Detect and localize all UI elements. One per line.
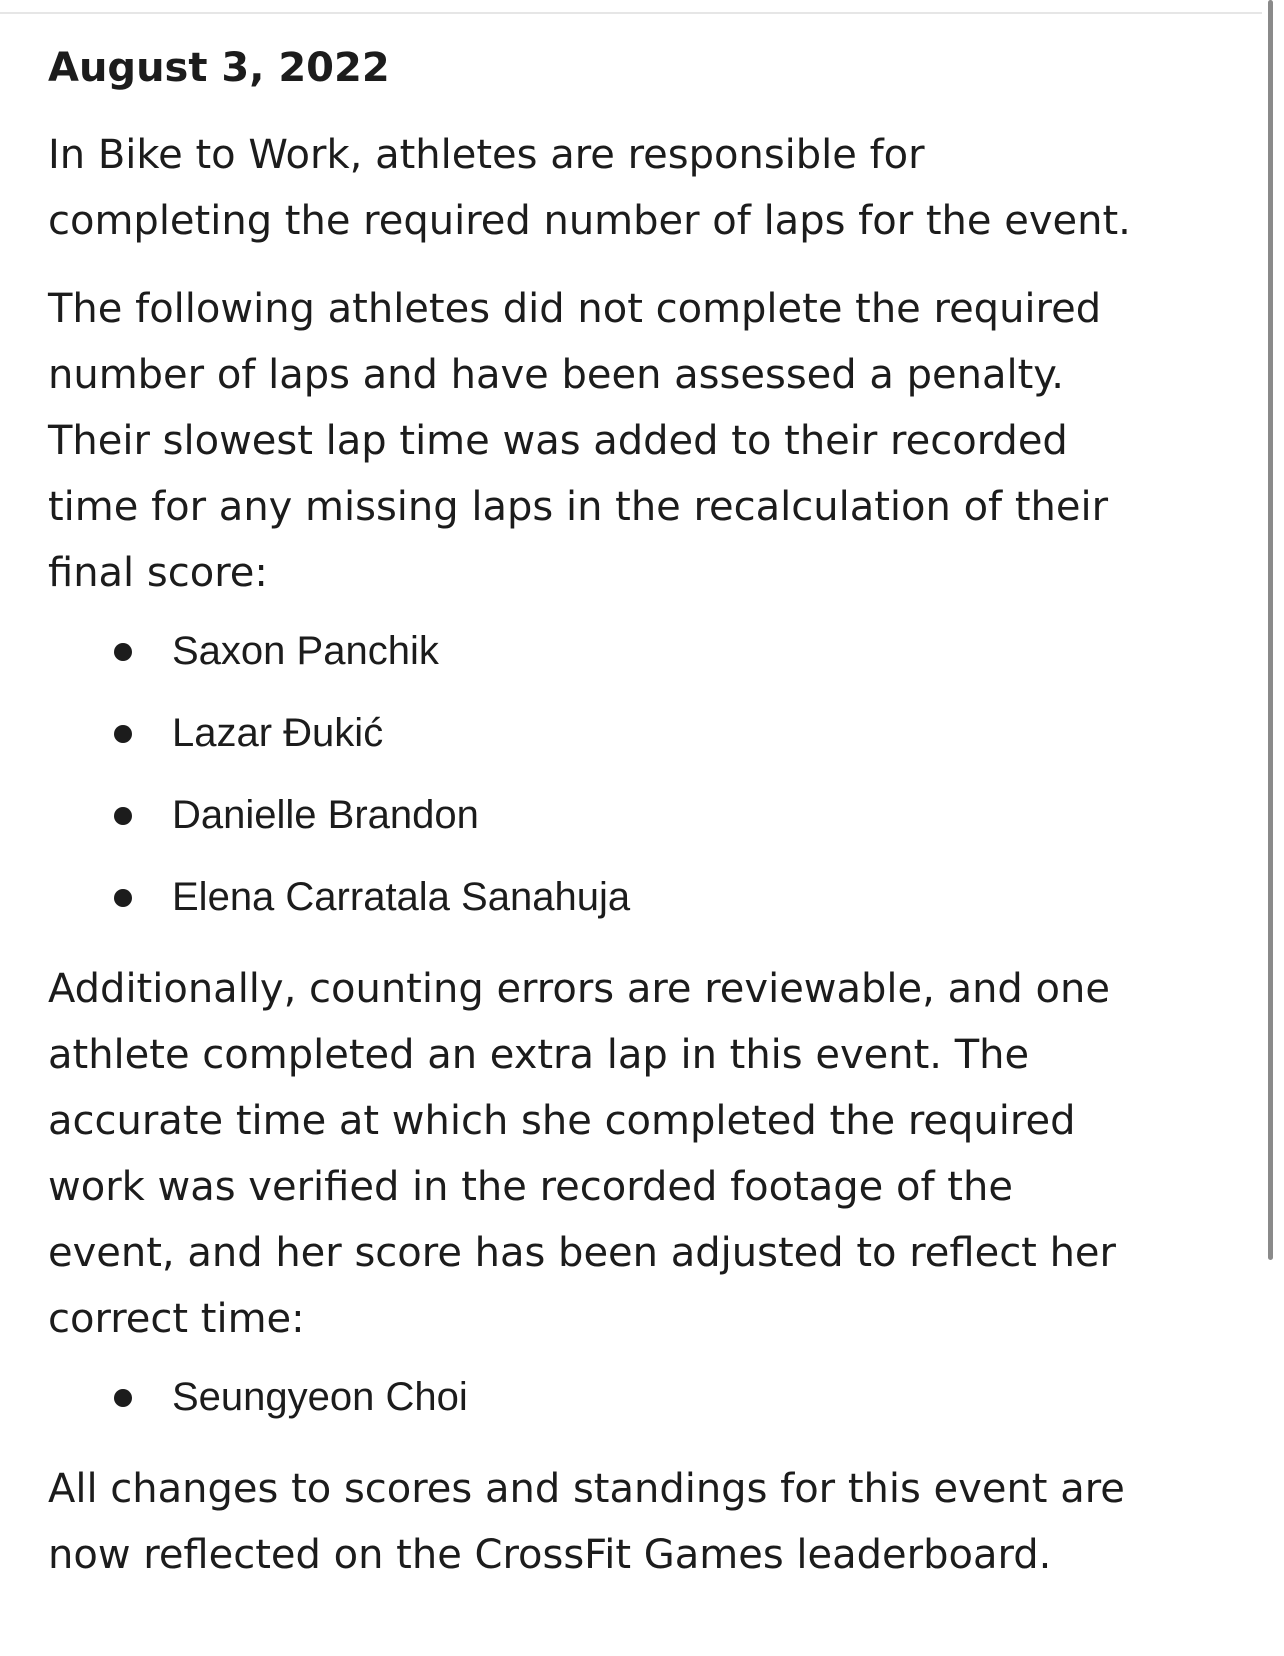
additional-paragraph [48, 956, 1248, 1352]
athlete-name: Elena Carratala Sanahuja [172, 875, 631, 919]
list-item [48, 874, 1248, 920]
list-item [48, 1374, 1248, 1420]
text-line: correct time: [48, 1296, 305, 1342]
text-line: completing the required number of laps for the event. [48, 198, 1131, 244]
text-line: accurate time at which she completed the required [48, 1098, 1076, 1144]
penalty-paragraph [48, 276, 1248, 606]
text-line: time for any missing laps in the recalculation of their [48, 484, 1109, 530]
athlete-name: Seungyeon Choi [172, 1375, 468, 1419]
bullet-icon [114, 725, 132, 743]
scrollbar[interactable] [1268, 0, 1273, 1260]
text-line: final score: [48, 550, 268, 596]
article-body [48, 40, 1248, 1610]
bullet-icon [114, 643, 132, 661]
update-date: August 3, 2022 [48, 45, 390, 91]
adjusted-athletes-list [48, 1374, 1248, 1420]
text-line: Additionally, counting errors are reviewable, and one [48, 966, 1110, 1012]
athlete-name: Saxon Panchik [172, 629, 439, 673]
athlete-name: Danielle Brandon [172, 793, 479, 837]
text-line: Their slowest lap time was added to their recorded [48, 418, 1068, 464]
text-line: In Bike to Work, athletes are responsible for [48, 132, 925, 178]
athlete-name: Lazar Đukić [172, 711, 384, 755]
text-line: number of laps and have been assessed a penalty. [48, 352, 1064, 398]
intro-paragraph [48, 122, 1248, 254]
top-divider [0, 12, 1262, 14]
list-item [48, 628, 1248, 674]
penalized-athletes-list [48, 628, 1248, 920]
list-item [48, 710, 1248, 756]
bullet-icon [114, 889, 132, 907]
text-line: event, and her score has been adjusted to reflect her [48, 1230, 1116, 1276]
text-line: work was verified in the recorded footage of the [48, 1164, 1013, 1210]
text-line: All changes to scores and standings for this event are [48, 1466, 1125, 1512]
text-line: The following athletes did not complete the required [48, 286, 1102, 332]
bullet-icon [114, 1389, 132, 1407]
text-line: now reflected on the CrossFit Games leaderboard. [48, 1532, 1052, 1578]
text-line: athlete completed an extra lap in this event. The [48, 1032, 1030, 1078]
closing-paragraph [48, 1456, 1248, 1588]
list-item [48, 792, 1248, 838]
bullet-icon [114, 807, 132, 825]
